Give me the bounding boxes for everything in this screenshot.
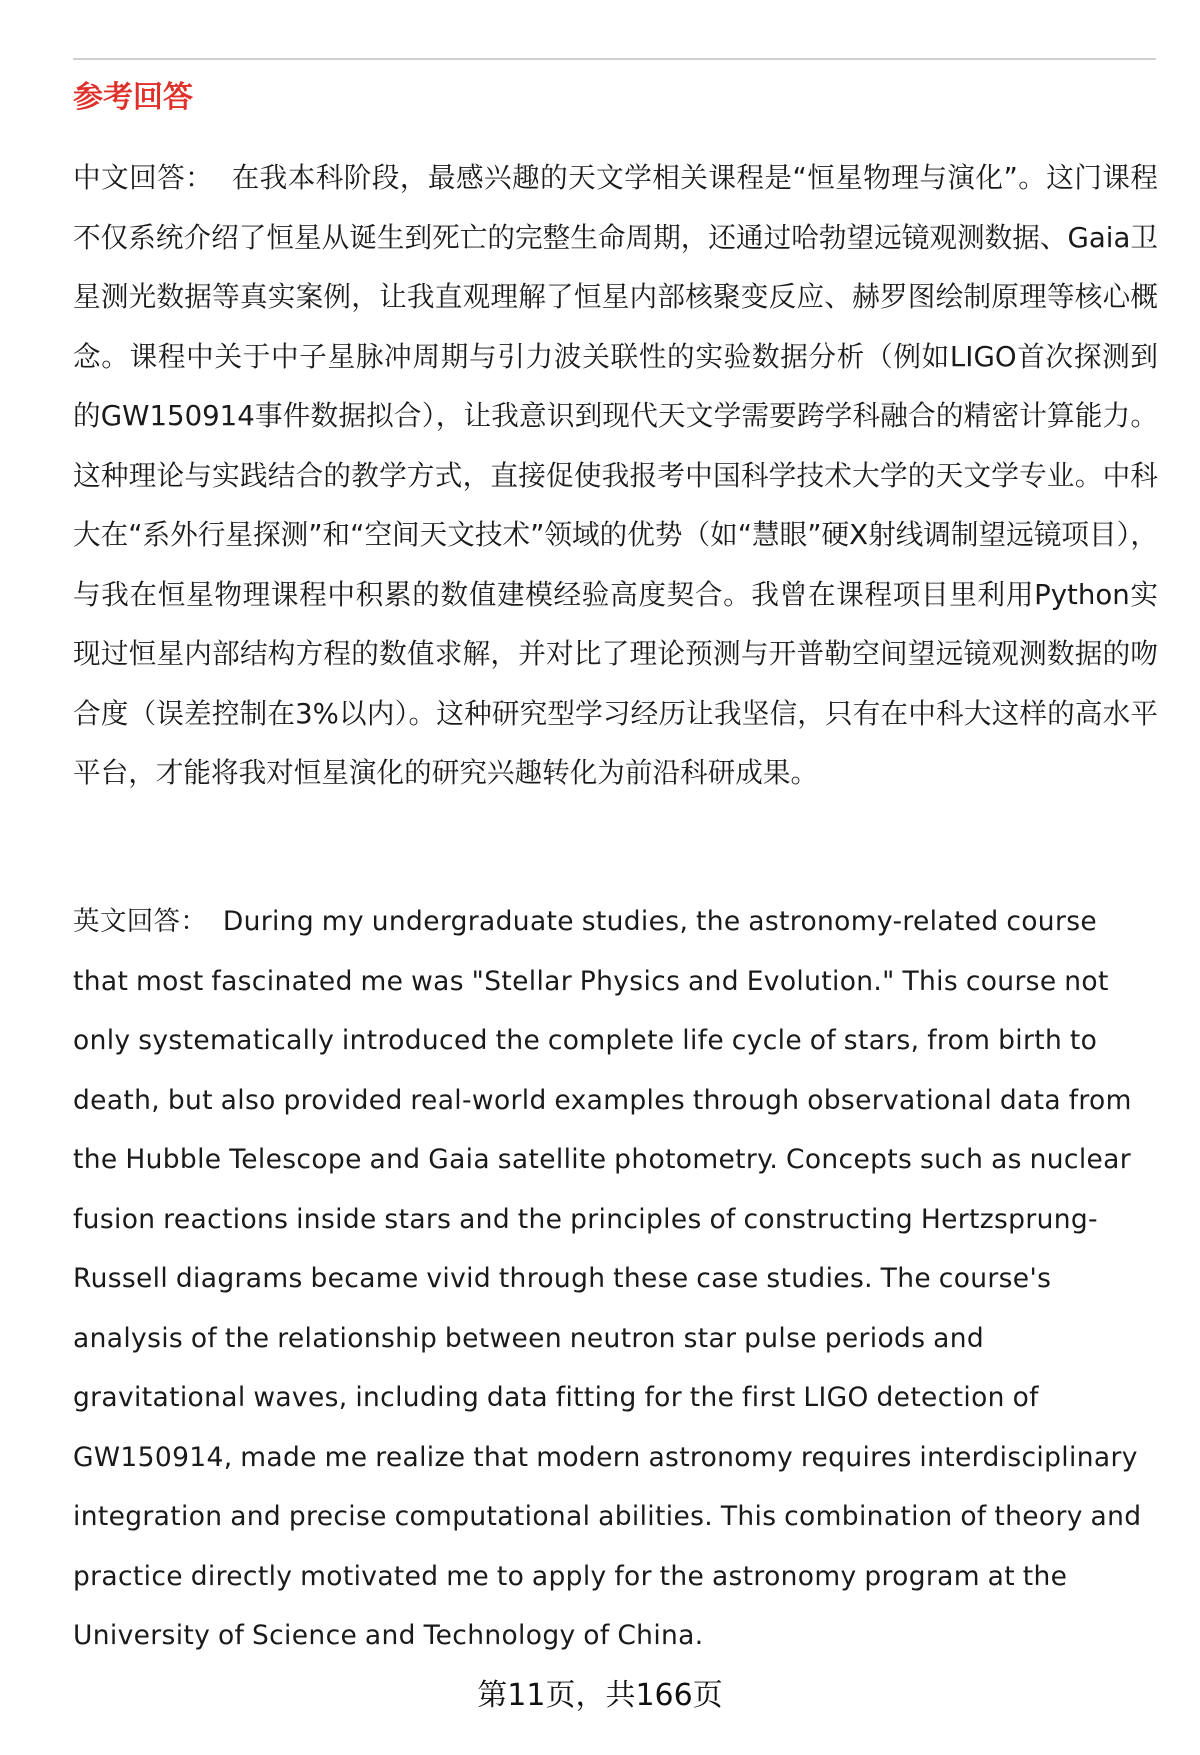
english-answer-label: 英文回答：: [73, 906, 208, 937]
header-divider: [73, 58, 1156, 60]
english-answer-paragraph: [73, 892, 1158, 1666]
section-heading: 参考回答: [73, 80, 193, 115]
chinese-answer-paragraph: [73, 148, 1158, 803]
english-answer-text: During my undergraduate studies, the astronomy-related course that most fascinated me was "Stellar Physics and Evolution." This course not only systematically introduced the complete life cycle of stars, from birth to death, but also provided real-world examples through observational data from the Hubble Telescope and Gaia satellite photometry. Concepts such as nuclear fusion reactions inside stars and the principles of constructing Hertzsprung-Russell diagrams became vivid through these case studies. The course's analysis of the relationship between neutron star pulse periods and gravitational waves, including data fitting for the first LIGO detection of GW150914, made me realize that modern astronomy requires interdisciplinary integration and precise computational abilities. This combination of theory and practice directly motivated me to apply for the astronomy program at the University of Science and Technology of China.: [73, 906, 1142, 1651]
page-number: 第11页，共166页: [477, 1678, 723, 1713]
chinese-answer-label: 中文回答：: [73, 161, 214, 194]
chinese-answer-text: 在我本科阶段，最感兴趣的天文学相关课程是“恒星物理与演化”。这门课程不仅系统介绍了恒星从诞生到死亡的完整生命周期，还通过哈勃望远镜观测数据、Gaia卫星测光数据等真实案例，让我直观理解了恒星内部核聚变反应、赫罗图绘制原理等核心概念。课程中关于中子星脉冲周期与引力波关联性的实验数据分析（例如LIGO首次探测到的GW150914事件数据拟合），让我意识到现代天文学需要跨学科融合的精密计算能力。这种理论与实践结合的教学方式，直接促使我报考中国科学技术大学的天文学专业。中科大在“系外行星探测”和“空间天文技术”领域的优势（如“慧眼”硬X射线调制望远镜项目），与我在恒星物理课程中积累的数值建模经验高度契合。我曾在课程项目里利用Python实现过恒星内部结构方程的数值求解，并对比了理论预测与开普勒空间望远镜观测数据的吻合度（误差控制在3%以内）。这种研究型学习经历让我坚信，只有在中科大这样的高水平平台，才能将我对恒星演化的研究兴趣转化为前沿科研成果。: [73, 161, 1158, 789]
